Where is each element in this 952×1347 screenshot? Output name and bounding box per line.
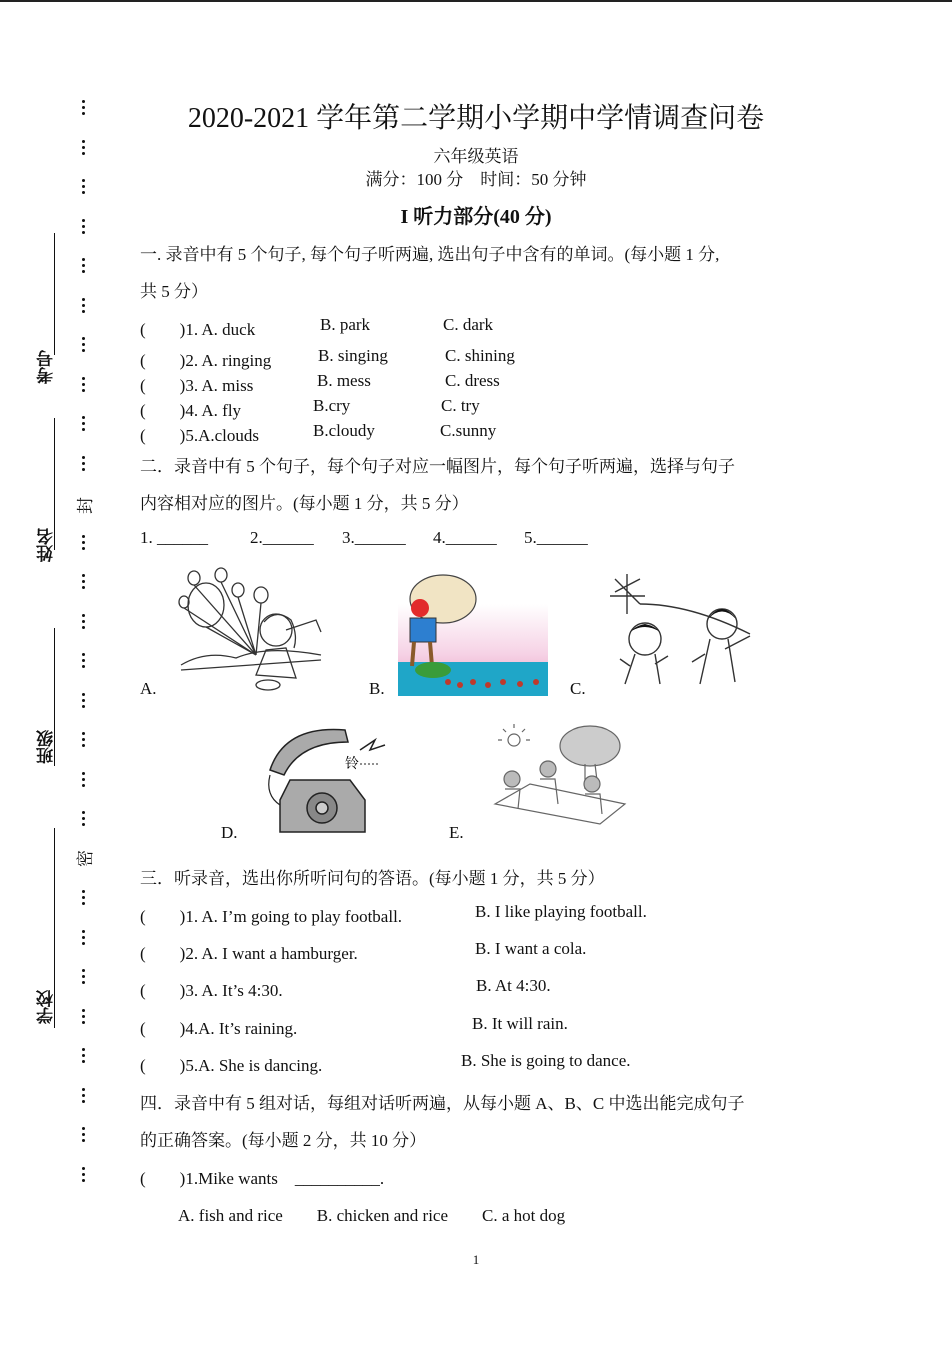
s1-q1-c: C. dark xyxy=(443,315,494,334)
seal-char-feng: 封 xyxy=(76,497,95,514)
s1-q2-b: B. singing xyxy=(318,346,388,365)
s1-q4: ( )4. A. fly xyxy=(140,401,242,420)
picture-c-kite xyxy=(600,574,765,692)
s3-q5-b: B. She is going to dance. xyxy=(461,1051,631,1070)
s3-q1-a: ( )1. A. I’m going to play football. xyxy=(140,907,403,926)
cut-line-dots xyxy=(82,1009,86,1027)
cut-line-dots xyxy=(82,456,86,474)
cut-line-dots xyxy=(82,653,86,671)
s1-q3: ( )3. A. miss xyxy=(140,376,254,395)
section1-instruction-line2: 共 5 分） xyxy=(140,282,208,301)
s3-q4-b: B. It will rain. xyxy=(472,1014,568,1033)
picture-label-a: A. xyxy=(140,679,157,698)
page-title: 2020-2021 学年第二学期小学期中学情调查问卷 xyxy=(187,103,765,134)
grade-subject: 六年级英语 xyxy=(433,147,519,166)
s2-blank-5: 5.______ xyxy=(524,528,588,547)
cut-line-dots xyxy=(82,772,86,790)
section4-instruction-line1: 四．录音中有 5 组对话，每组对话听两遍，从每小题 A、B、C 中选出能完成句子 xyxy=(140,1094,745,1113)
s1-q2: ( )2. A. ringing xyxy=(140,351,272,370)
cut-line-dots xyxy=(82,930,86,948)
cut-line-dots xyxy=(82,614,86,632)
s1-q1: ( )1. A. duck xyxy=(140,320,256,339)
cut-line-dots xyxy=(82,377,86,395)
cut-line-dots xyxy=(82,693,86,711)
cut-line-dots xyxy=(82,969,86,987)
s3-q4-a: ( )4.A. It’s raining. xyxy=(140,1019,298,1038)
cut-line-dots xyxy=(82,416,86,434)
picture-a-balloons xyxy=(176,560,326,695)
picture-label-d: D. xyxy=(221,823,238,842)
s1-q4-b: B.cry xyxy=(313,396,351,415)
picture-label-e: E. xyxy=(449,823,464,842)
section2-instruction-line1: 二．录音中有 5 个句子，每个句子对应一幅图片，每个句子听两遍，选择与句子 xyxy=(140,457,735,476)
page-number: 1 xyxy=(472,1252,480,1267)
s3-q2-a: ( )2. A. I want a hamburger. xyxy=(140,944,358,963)
picture-label-c: C. xyxy=(570,679,586,698)
side-label-exam-number: 考号 xyxy=(37,350,56,384)
s4-q1: ( )1.Mike wants __________. xyxy=(140,1169,385,1188)
side-blank-1 xyxy=(54,233,55,355)
s2-blank-4: 4.______ xyxy=(433,528,497,547)
s2-blank-2: 2.______ xyxy=(250,528,314,547)
section2-instruction-line2: 内容相对应的图片。(每小题 1 分，共 5 分） xyxy=(140,494,469,513)
side-label-name: 姓名 xyxy=(37,528,56,562)
cut-line-dots xyxy=(82,890,86,908)
s2-blank-1: 1. ______ xyxy=(140,528,208,547)
section4-instruction-line2: 的正确答案。(每小题 2 分，共 10 分） xyxy=(140,1131,427,1150)
s1-q3-b: B. mess xyxy=(317,371,371,390)
s1-q5-c: C.sunny xyxy=(440,421,497,440)
s3-q3-a: ( )3. A. It’s 4:30. xyxy=(140,981,283,1000)
cut-line-dots xyxy=(82,1088,86,1106)
cut-line-dots xyxy=(82,1127,86,1145)
cut-line-dots xyxy=(82,811,86,829)
cut-line-dots xyxy=(82,337,86,355)
s3-q5-a: ( )5.A. She is dancing. xyxy=(140,1056,323,1075)
side-label-school: 学校 xyxy=(37,990,56,1024)
phone-ring-text: 铃 xyxy=(345,756,359,772)
cut-line-dots xyxy=(82,258,86,276)
s1-q1-b: B. park xyxy=(320,315,371,334)
s3-q3-b: B. At 4:30. xyxy=(476,976,551,995)
s1-q5: ( )5.A.clouds xyxy=(140,426,259,445)
s1-q5-b: B.cloudy xyxy=(313,421,375,440)
s3-q1-b: B. I like playing football. xyxy=(475,902,647,921)
s1-q4-c: C. try xyxy=(441,396,480,415)
s4-q1-options: A. fish and rice B. chicken and rice C. a hot dog xyxy=(178,1206,566,1225)
section3-instruction: 三．听录音，选出你所听问句的答语。(每小题 1 分，共 5 分） xyxy=(140,869,605,888)
cut-line-dots xyxy=(82,1048,86,1066)
picture-d-phone xyxy=(260,720,390,836)
part-heading: I 听力部分(40 分) xyxy=(400,206,552,228)
cut-line-dots xyxy=(82,732,86,750)
s1-q2-c: C. shining xyxy=(445,346,515,365)
cut-line-dots xyxy=(82,1167,86,1185)
s3-q2-b: B. I want a cola. xyxy=(475,939,587,958)
s2-blank-3: 3.______ xyxy=(342,528,406,547)
side-label-class: 班级 xyxy=(37,730,56,764)
score-time: 满分：100 分 时间：50 分钟 xyxy=(365,170,587,189)
s1-q3-c: C. dress xyxy=(445,371,500,390)
picture-b-boy-eating xyxy=(398,574,548,696)
picture-e-picnic xyxy=(490,724,630,830)
seal-char-mi: 密 xyxy=(76,850,95,867)
cut-line-dots xyxy=(82,535,86,553)
top-border xyxy=(0,0,952,2)
section1-instruction-line1: 一. 录音中有 5 个句子, 每个句子听两遍, 选出句子中含有的单词。(每小题 1 分, xyxy=(140,245,720,264)
cut-line-dots xyxy=(82,574,86,592)
cut-line-dots xyxy=(82,298,86,316)
picture-label-b: B. xyxy=(369,679,385,698)
